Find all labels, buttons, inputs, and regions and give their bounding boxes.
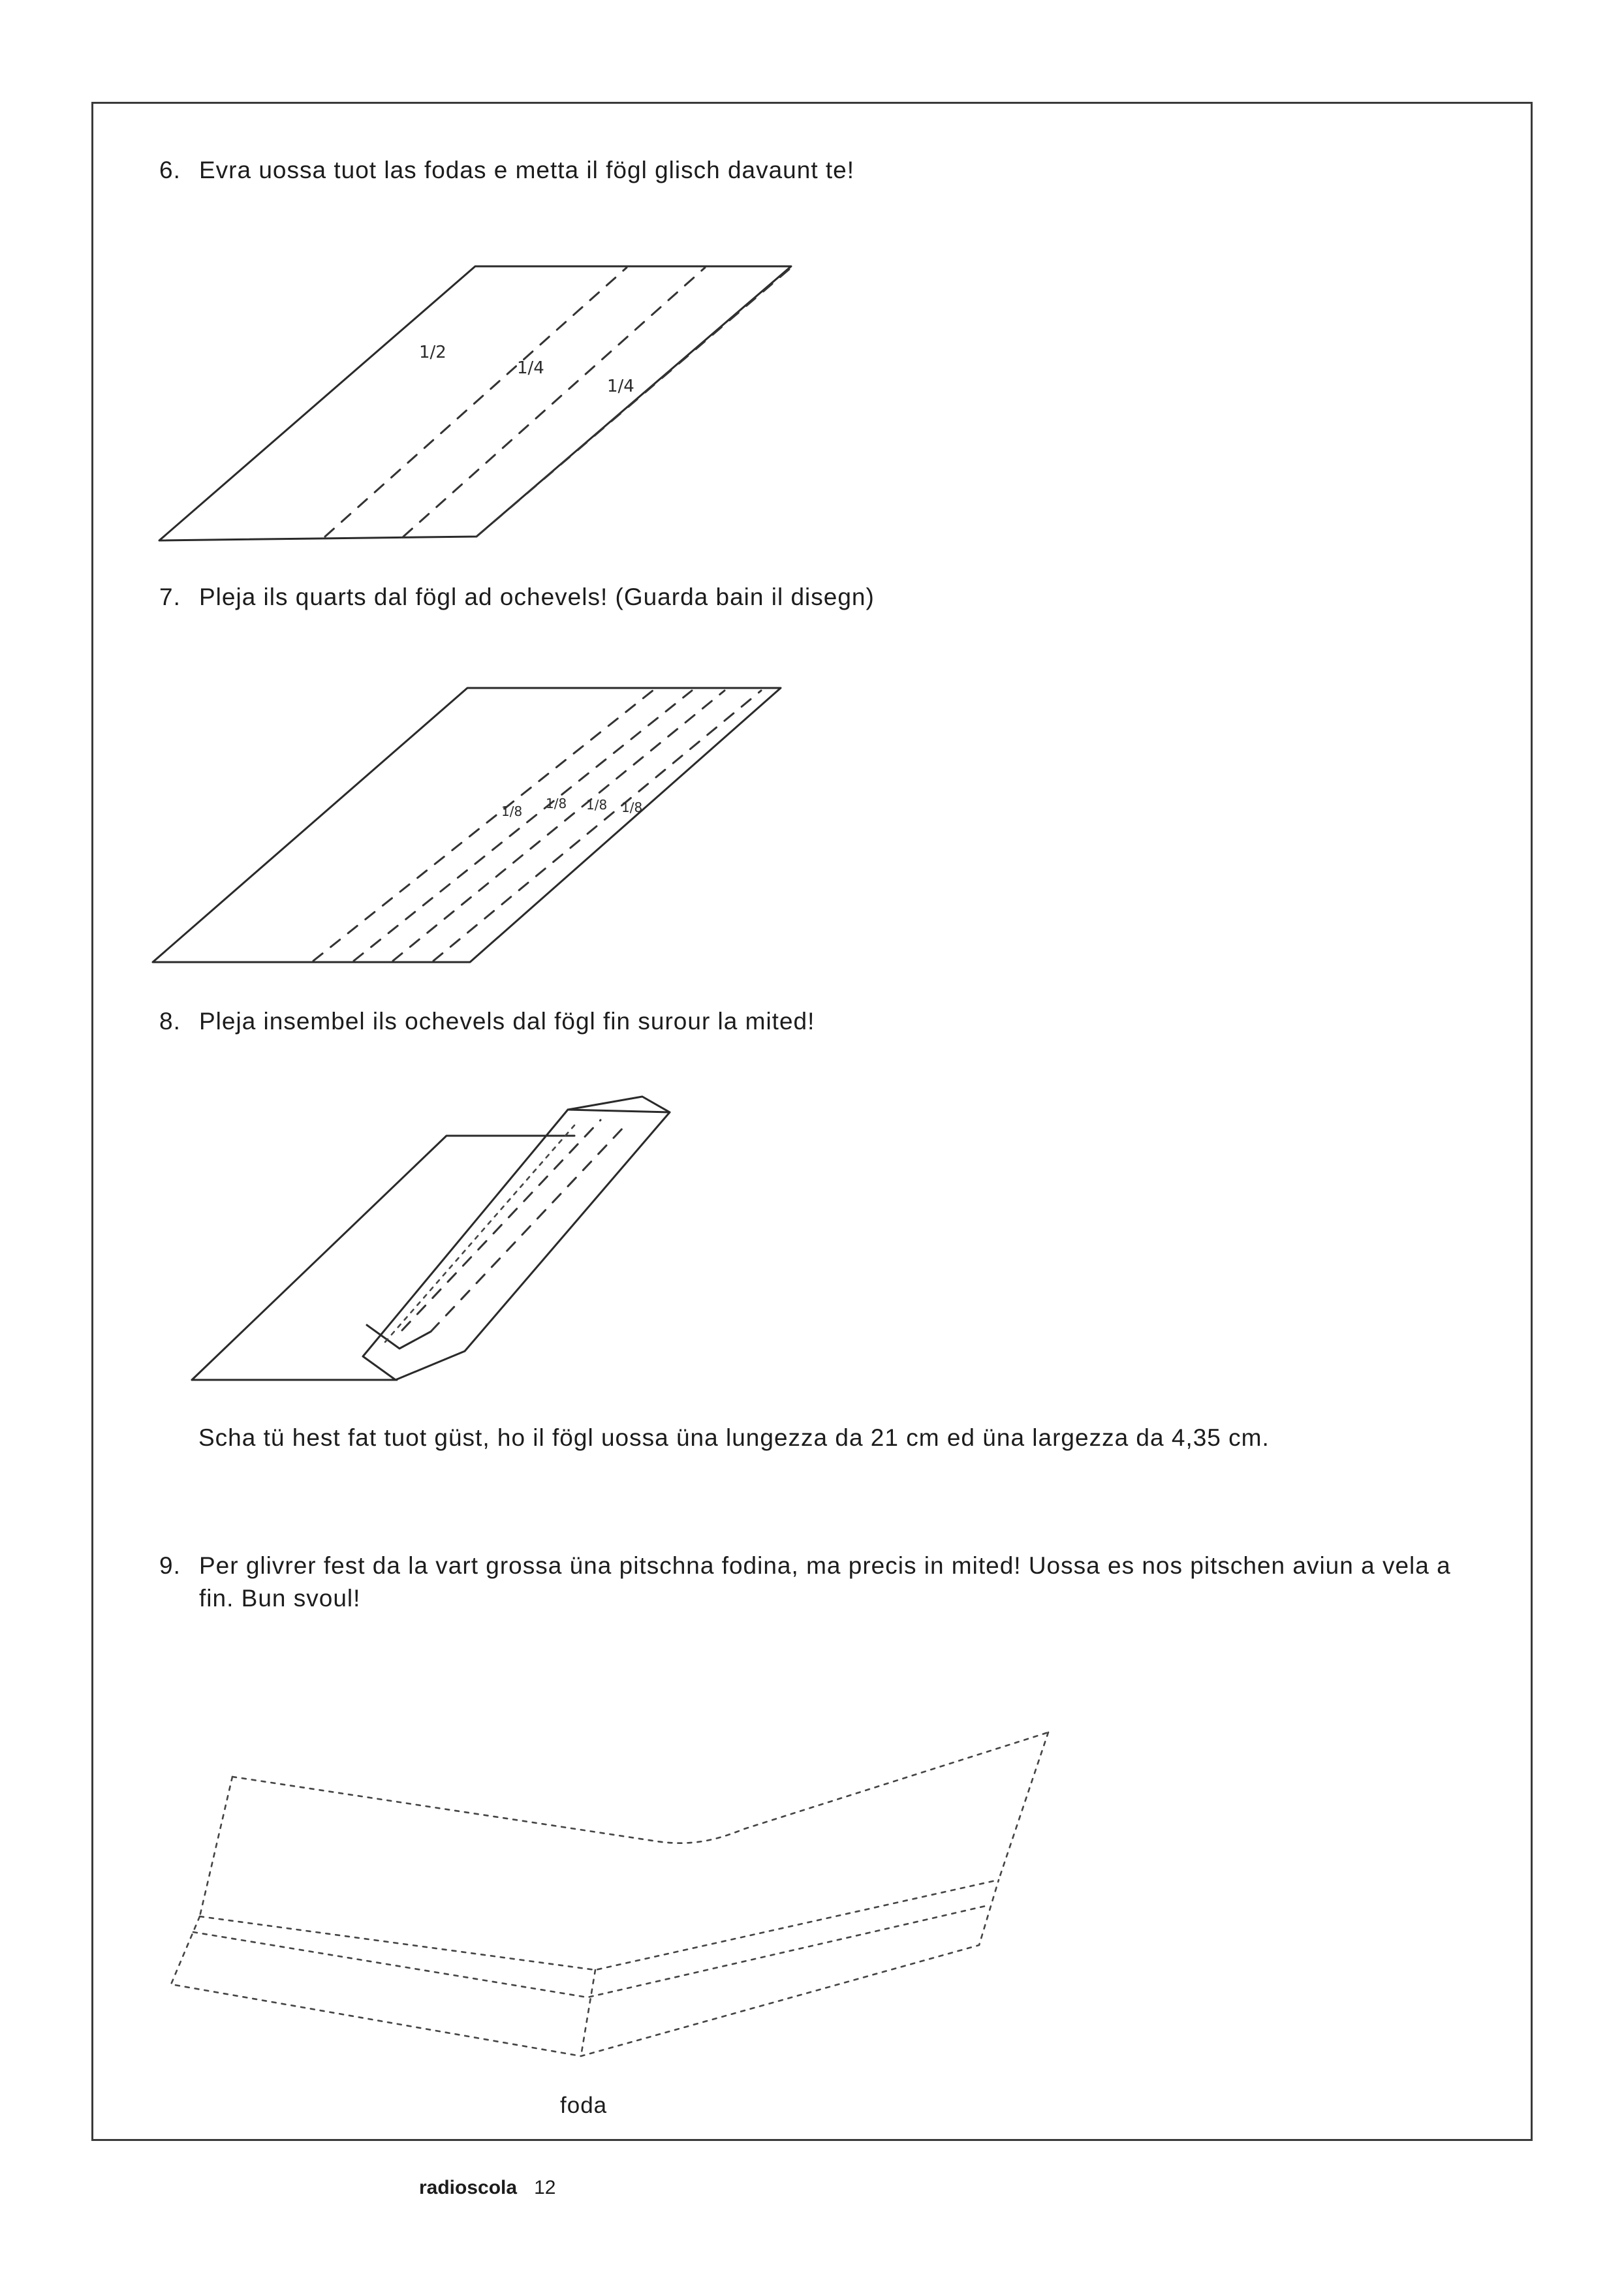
step-number: 6. [159,157,181,183]
step-text: Per glivrer fest da la vart grossa üna pitschna fodina, ma precis in mited! Uossa es nos pitschen aviun a vela a fin. Bun svoul! [199,1552,1451,1612]
svg-text:1/4: 1/4 [607,377,634,396]
step-text: Pleja ils quarts dal fögl ad ochevels! (Guarda bain il disegn) [199,584,875,610]
step-number: 9. [159,1552,181,1579]
footer-brand: radioscola [419,2177,518,2198]
result-note: Scha tü hest fat tuot güst, ho il fögl uossa üna lungezza da 21 cm ed üna largezza da 4,35 cm. [198,1424,1270,1451]
step-text: Pleja insembel ils ochevels dal fögl fin surour la mited! [199,1008,815,1035]
step-number: 8. [159,1008,181,1035]
svg-text:1/8: 1/8 [621,800,643,815]
page-number: 12 [534,2177,556,2198]
svg-text:1/8: 1/8 [546,796,567,811]
svg-text:1/8: 1/8 [501,804,523,819]
svg-text:1/4: 1/4 [517,358,544,378]
fold-caption: foda [560,2093,608,2118]
step-number: 7. [159,584,181,610]
svg-text:1/2: 1/2 [419,343,446,362]
footer [419,2177,555,2199]
step-text: Evra uossa tuot las fodas e metta il fögl glisch davaunt te! [199,157,855,183]
svg-text:1/8: 1/8 [586,797,608,813]
